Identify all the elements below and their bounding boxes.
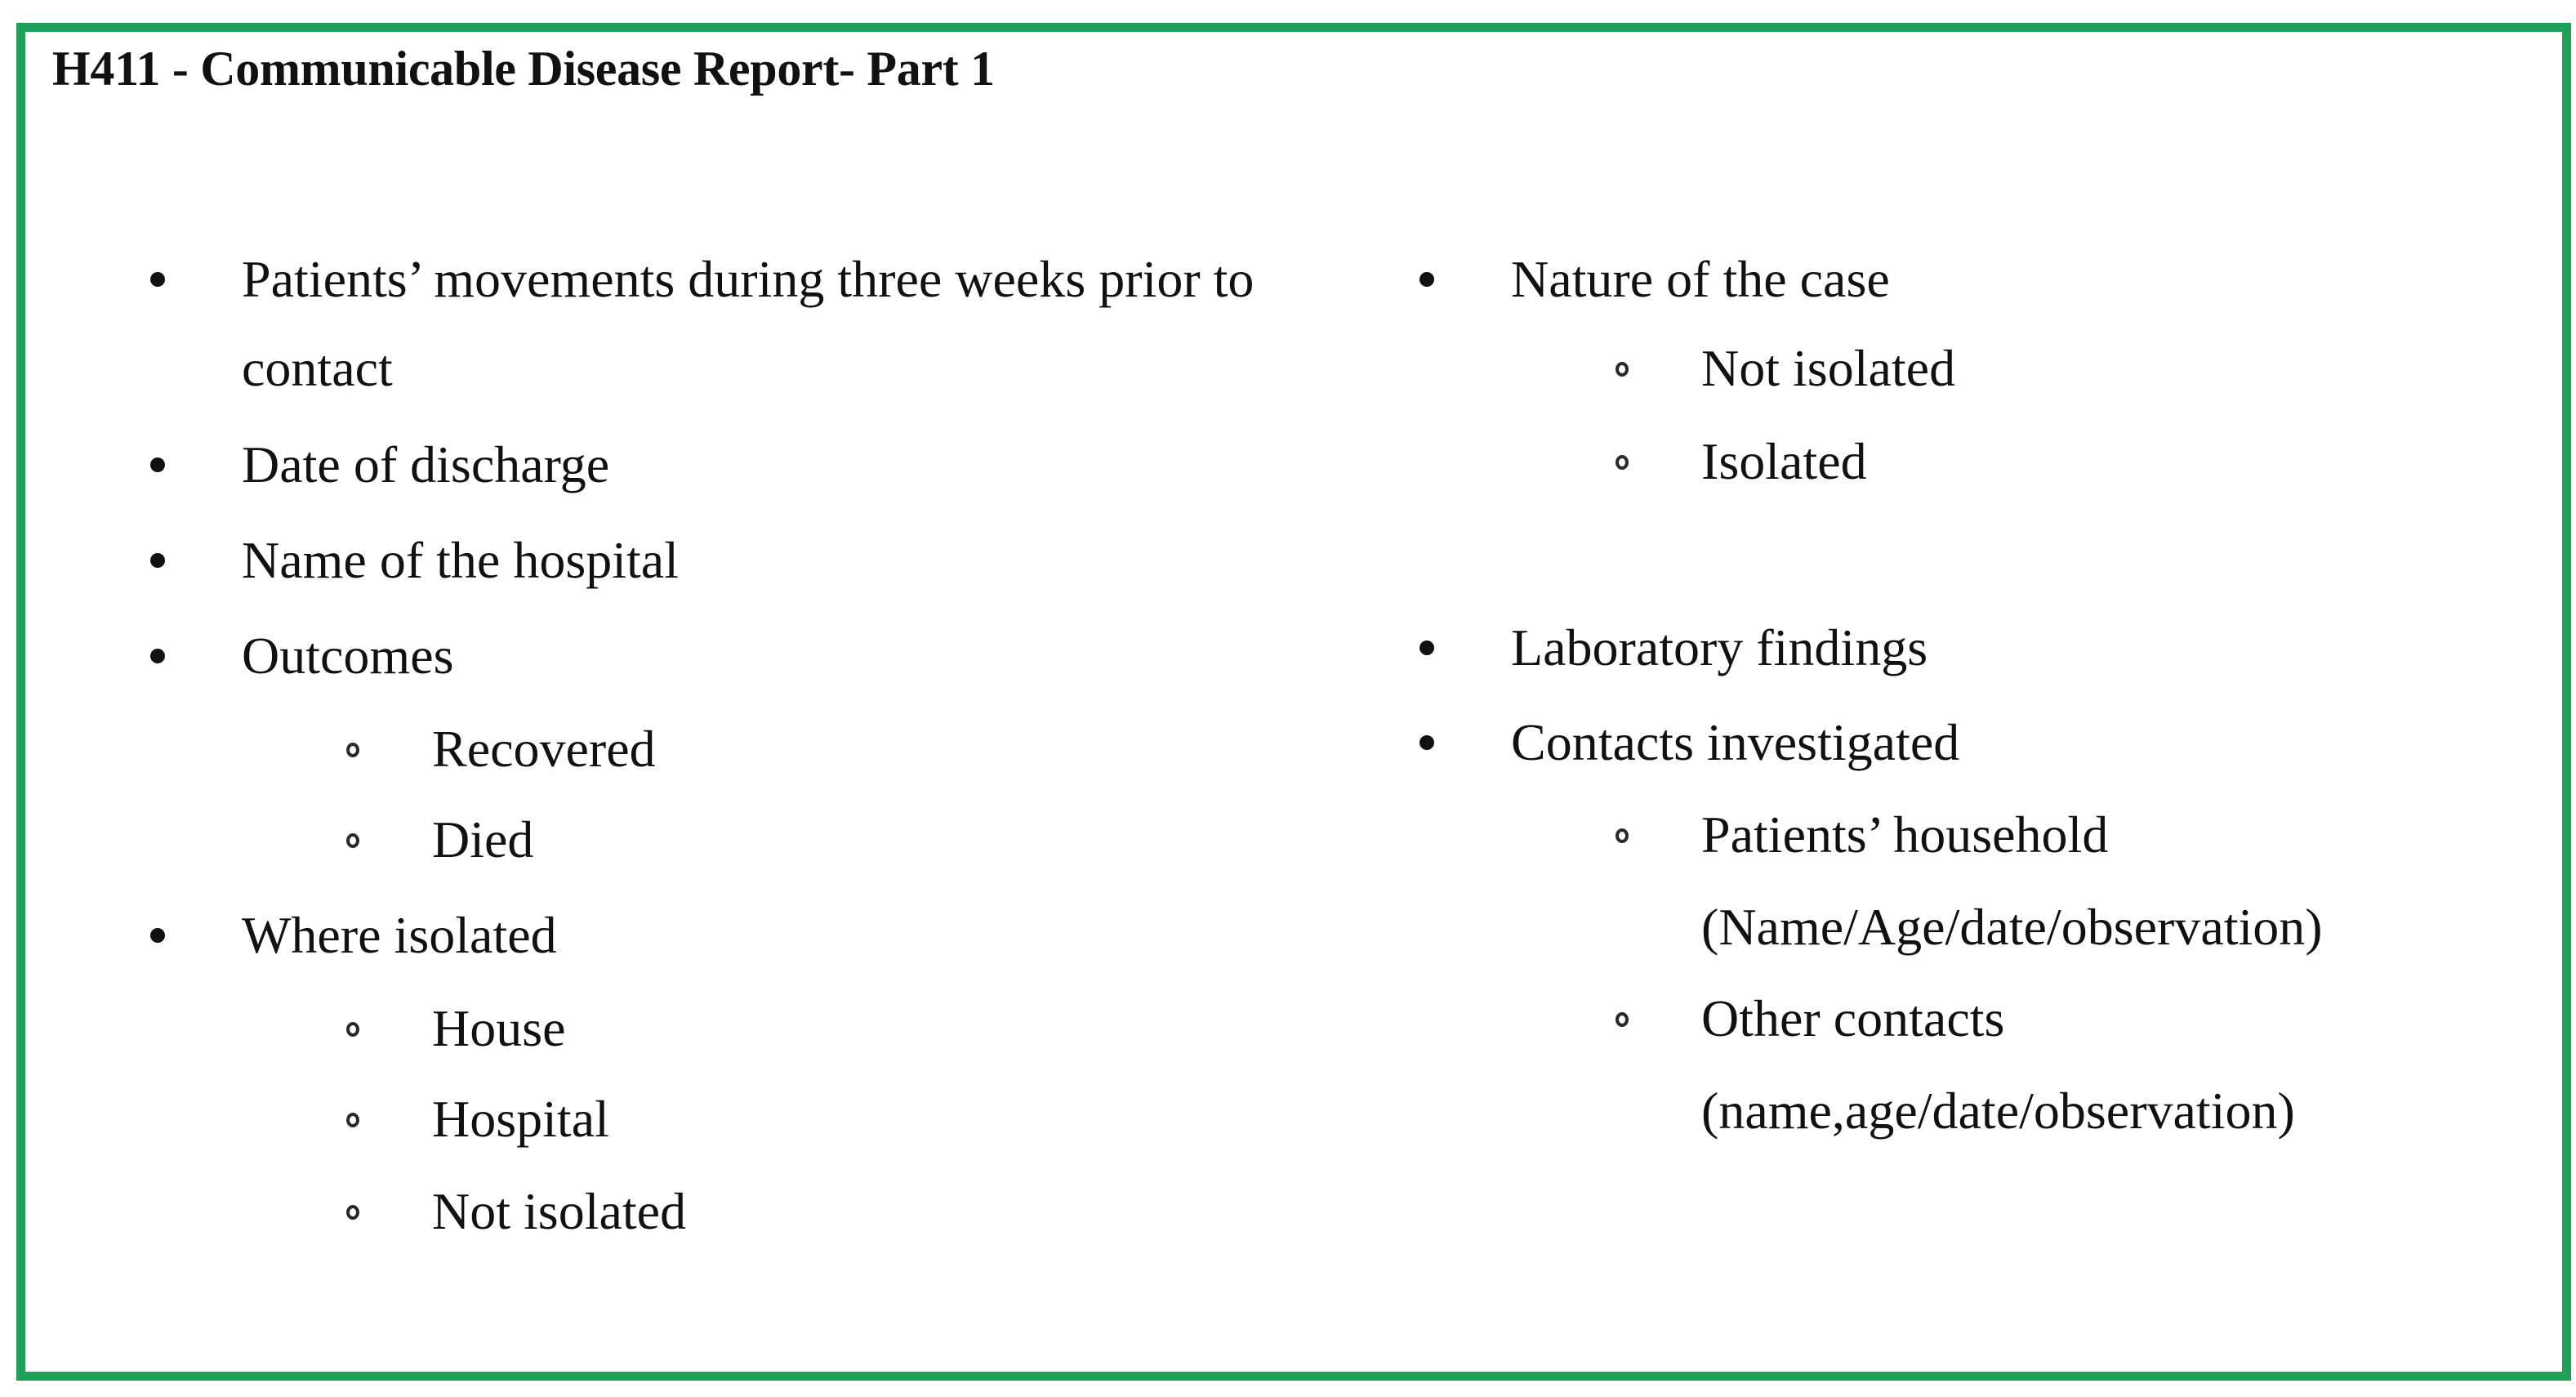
bullet-icon <box>150 553 165 568</box>
sub-item-other-contacts-fields: (name,age/date/observation) <box>1701 1082 2295 1140</box>
circle-bullet-icon <box>346 833 359 848</box>
list-item-laboratory-findings: Laboratory findings <box>1511 618 1928 676</box>
sub-item-not-isolated: Not isolated <box>432 1182 687 1240</box>
circle-bullet-icon <box>1616 828 1629 843</box>
list-item-where-isolated: Where isolated <box>242 906 557 964</box>
sub-item-died: Died <box>432 810 534 868</box>
sub-item-patients-household-fields: (Name/Age/date/observation) <box>1701 898 2323 956</box>
circle-bullet-icon <box>346 1022 359 1037</box>
circle-bullet-icon <box>1616 362 1629 377</box>
bullet-icon <box>150 649 165 663</box>
circle-bullet-icon <box>1616 1012 1629 1027</box>
document-title: H411 - Communicable Disease Report- Part 1 <box>52 42 995 96</box>
circle-bullet-icon <box>346 1205 359 1220</box>
sub-item-not-isolated: Not isolated <box>1701 339 1956 397</box>
bullet-icon <box>150 928 165 943</box>
list-item-outcomes: Outcomes <box>242 627 454 685</box>
bullet-icon <box>150 272 165 287</box>
sub-item-recovered: Recovered <box>432 720 656 778</box>
bullet-icon <box>1419 272 1434 287</box>
list-item-nature-of-case: Nature of the case <box>1511 250 1890 308</box>
list-item-patients-movements-continued: contact <box>242 339 393 397</box>
list-item-patients-movements: Patients’ movements during three weeks prior to <box>242 250 1255 308</box>
list-item-name-of-hospital: Name of the hospital <box>242 531 679 589</box>
sub-item-patients-household: Patients’ household <box>1701 806 2109 864</box>
sub-item-house: House <box>432 999 566 1057</box>
bullet-icon <box>1419 735 1434 750</box>
circle-bullet-icon <box>346 1113 359 1127</box>
circle-bullet-icon <box>1616 455 1629 470</box>
circle-bullet-icon <box>346 743 359 757</box>
bullet-icon <box>150 457 165 472</box>
sub-item-isolated: Isolated <box>1701 432 1867 490</box>
report-border-frame <box>16 23 2571 1381</box>
sub-item-hospital: Hospital <box>432 1090 609 1148</box>
sub-item-other-contacts: Other contacts <box>1701 989 2005 1047</box>
list-item-date-of-discharge: Date of discharge <box>242 435 610 493</box>
list-item-contacts-investigated: Contacts investigated <box>1511 713 1960 771</box>
bullet-icon <box>1419 640 1434 655</box>
